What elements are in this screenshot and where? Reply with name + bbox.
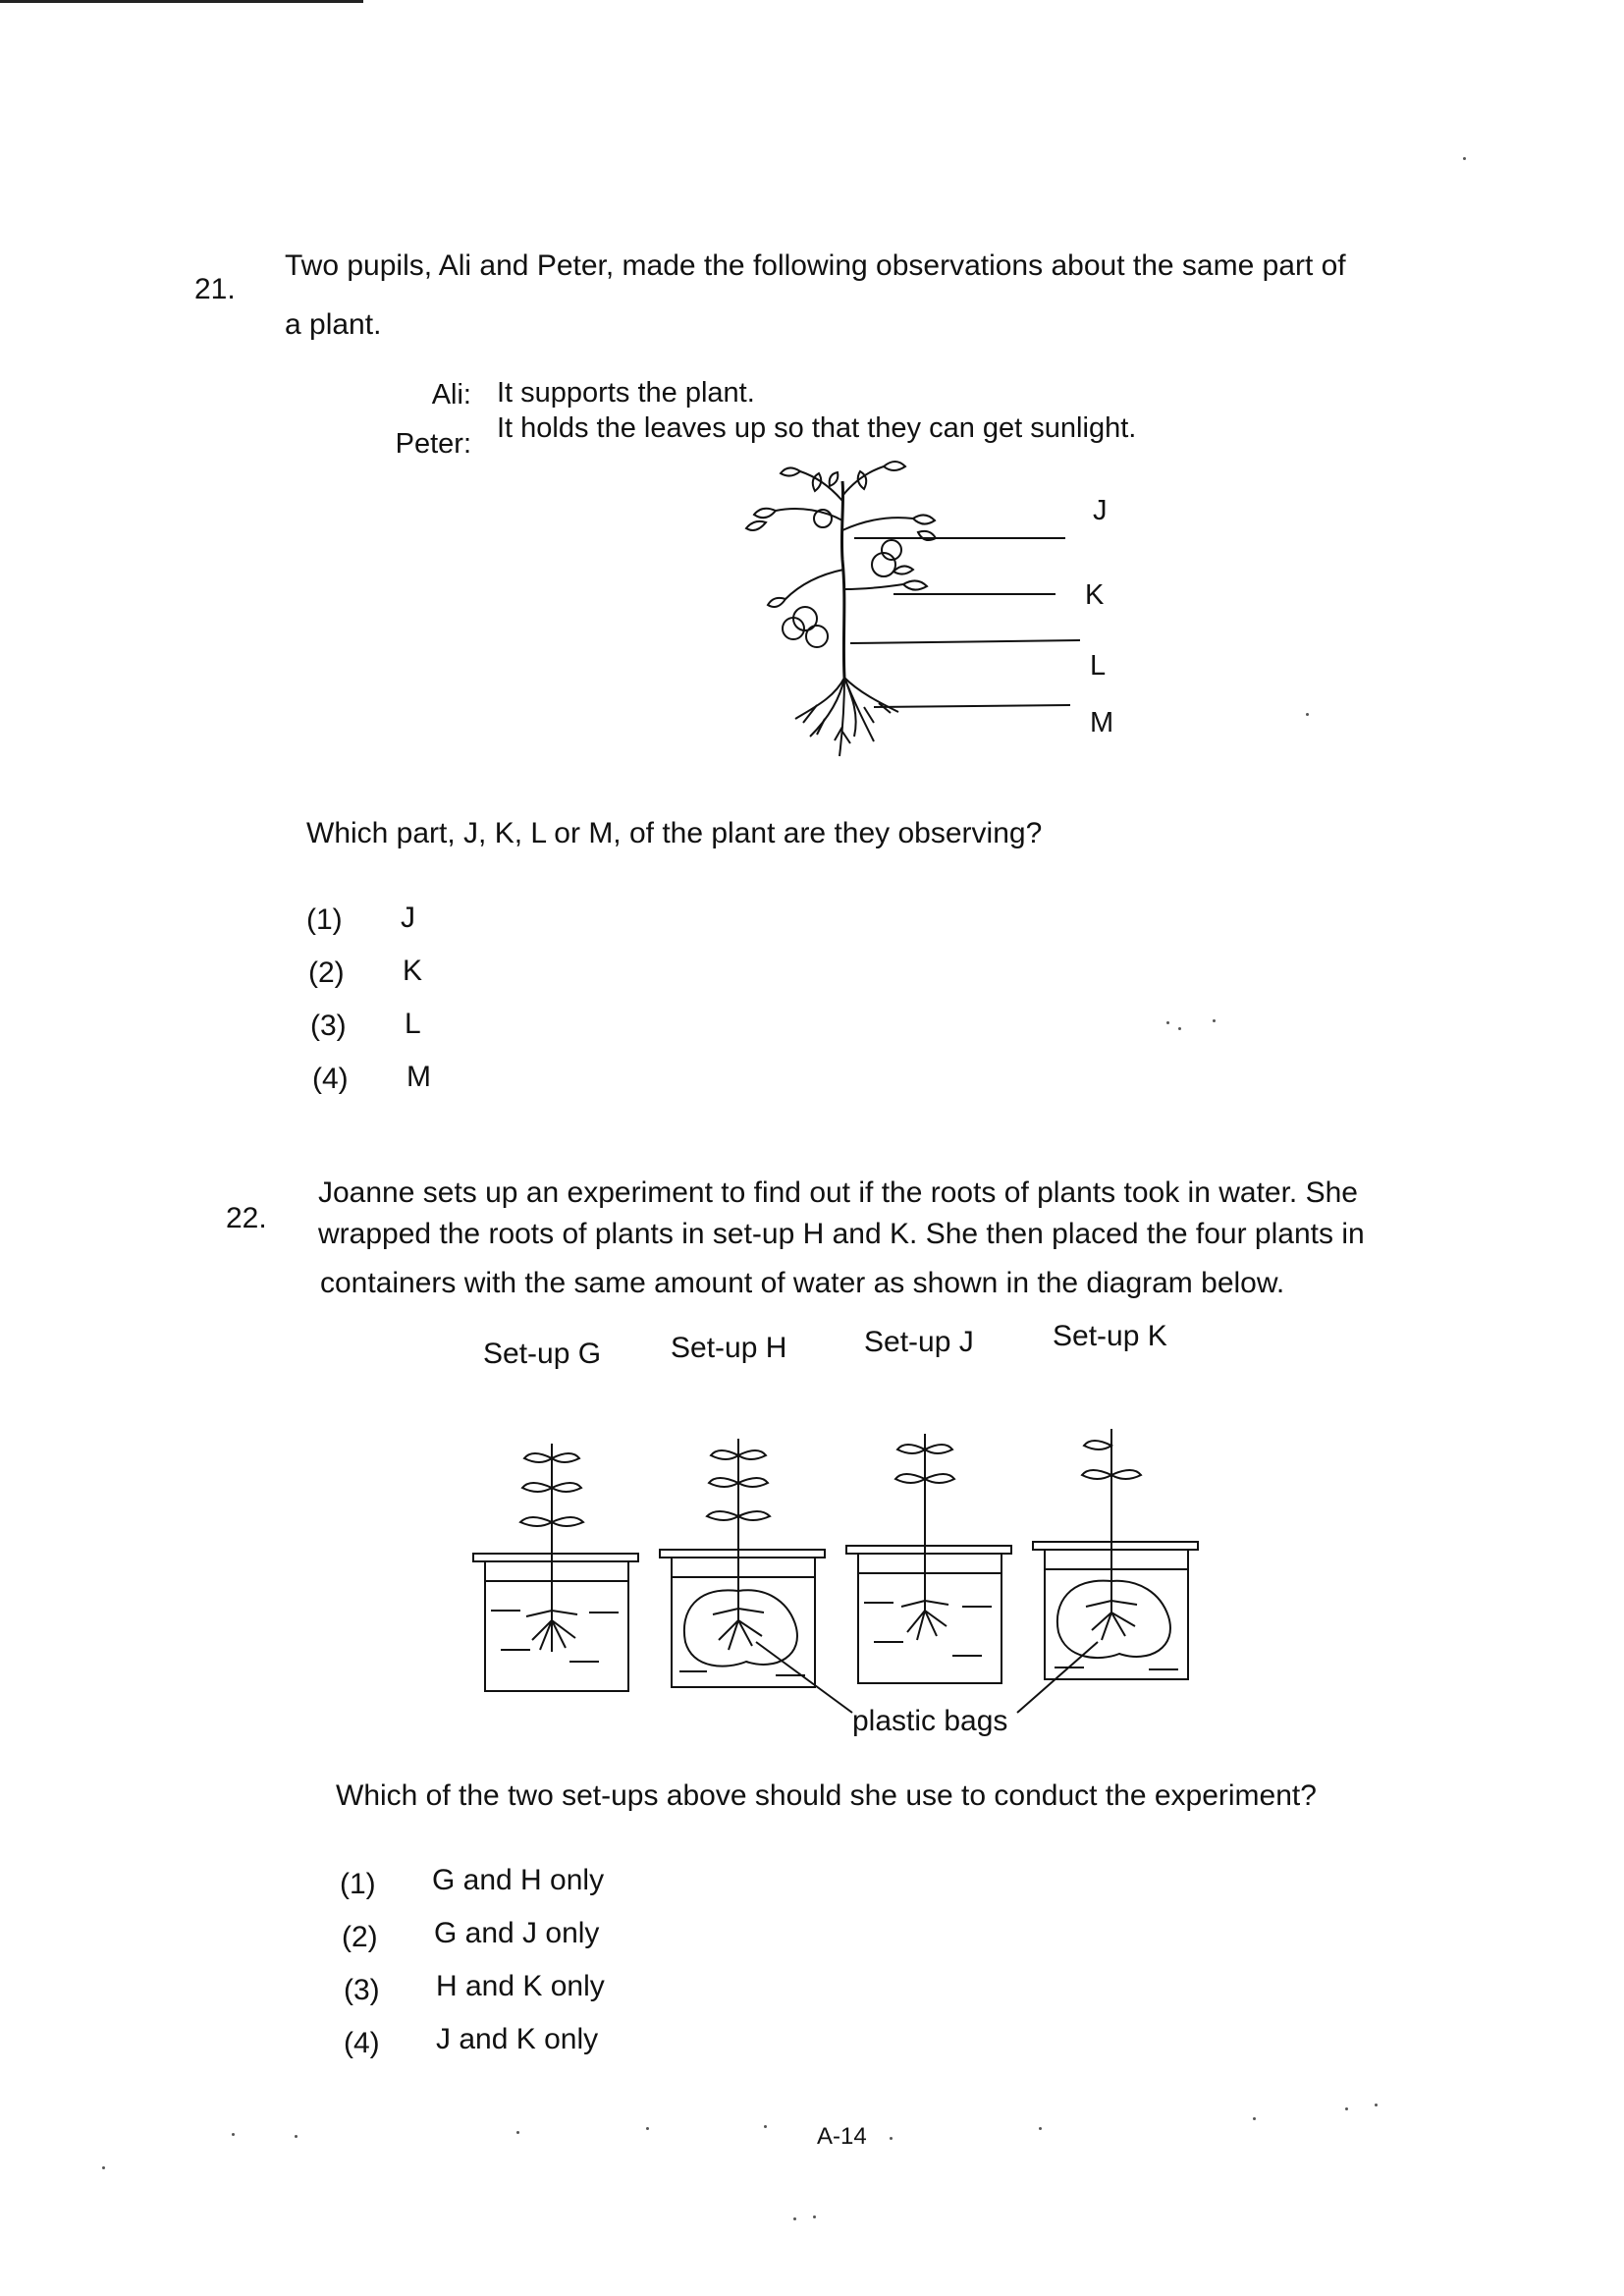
part-label-l: L <box>1090 650 1107 682</box>
q21-text-line1: Two pupils, Ali and Peter, made the following observations about the same part of <box>285 249 1346 282</box>
q21-option-3-text[interactable]: L <box>405 1008 421 1040</box>
q22-option-2-text[interactable]: G and J only <box>434 1917 600 1949</box>
q21-observation-ali: It supports the plant. <box>497 377 755 409</box>
scan-speck <box>1375 2104 1378 2106</box>
scan-speck <box>1253 2117 1256 2120</box>
plant-diagram <box>707 462 1119 815</box>
q21-option-2-num: (2) <box>308 957 345 989</box>
setup-label-h: Set-up H <box>671 1332 787 1364</box>
scan-speck <box>516 2131 519 2134</box>
q21-option-4-num: (4) <box>312 1063 349 1095</box>
q21-speaker-ali: Ali: <box>431 379 471 410</box>
plastic-bags-label: plastic bags <box>852 1705 1008 1737</box>
part-label-j: J <box>1093 495 1108 526</box>
part-label-k: K <box>1085 579 1105 611</box>
scan-speck <box>764 2125 767 2128</box>
q22-text-line1: Joanne sets up an experiment to find out if the roots of plants took in water. She <box>318 1176 1358 1209</box>
setup-label-j: Set-up J <box>864 1326 974 1358</box>
q21-observation-peter: It holds the leaves up so that they can get sunlight. <box>497 412 1137 444</box>
q22-option-2-num: (2) <box>342 1921 378 1953</box>
q21-option-3-num: (3) <box>310 1010 347 1042</box>
scan-speck <box>1306 713 1309 716</box>
q22-option-4-num: (4) <box>344 2027 380 2059</box>
q22-option-1-num: (1) <box>340 1868 376 1900</box>
page-number: A-14 <box>817 2123 867 2150</box>
q21-number: 21. <box>194 273 236 305</box>
q22-option-1-text[interactable]: G and H only <box>432 1864 605 1896</box>
q21-question: Which part, J, K, L or M, of the plant are they observing? <box>306 817 1043 849</box>
q21-option-1-text[interactable]: J <box>401 902 415 934</box>
setups-diagram <box>461 1385 1208 1699</box>
setup-label-k: Set-up K <box>1053 1320 1167 1352</box>
scan-speck <box>1039 2127 1042 2130</box>
scan-speck <box>295 2135 298 2138</box>
q22-option-3-num: (3) <box>344 1974 380 2006</box>
q22-number: 22. <box>226 1202 267 1234</box>
part-label-m: M <box>1090 707 1114 738</box>
scan-speck <box>1166 1021 1169 1024</box>
q22-text-line3: containers with the same amount of water as shown in the diagram below. <box>320 1267 1285 1299</box>
q22-option-3-text[interactable]: H and K only <box>436 1970 605 2002</box>
scan-speck <box>646 2127 649 2130</box>
scan-speck <box>890 2137 893 2140</box>
q21-option-4-text[interactable]: M <box>406 1061 431 1093</box>
scan-speck <box>1178 1027 1181 1030</box>
scan-speck <box>102 2166 105 2169</box>
q22-text-line2: wrapped the roots of plants in set-up H and K. She then placed the four plants in <box>318 1218 1365 1250</box>
scan-speck <box>1463 157 1466 160</box>
setup-label-g: Set-up G <box>483 1338 602 1370</box>
scan-speck <box>1213 1019 1216 1022</box>
q21-option-2-text[interactable]: K <box>403 955 423 987</box>
q21-speaker-peter: Peter: <box>395 428 471 460</box>
q22-question: Which of the two set-ups above should she use to conduct the experiment? <box>336 1779 1317 1812</box>
scan-speck <box>1345 2107 1348 2110</box>
scan-speck <box>813 2215 816 2218</box>
scan-speck <box>232 2133 235 2136</box>
q21-text-line2: a plant. <box>285 308 382 341</box>
q22-option-4-text[interactable]: J and K only <box>436 2023 599 2055</box>
top-rule <box>0 0 363 3</box>
q21-option-1-num: (1) <box>306 903 343 936</box>
scan-speck <box>793 2217 796 2220</box>
